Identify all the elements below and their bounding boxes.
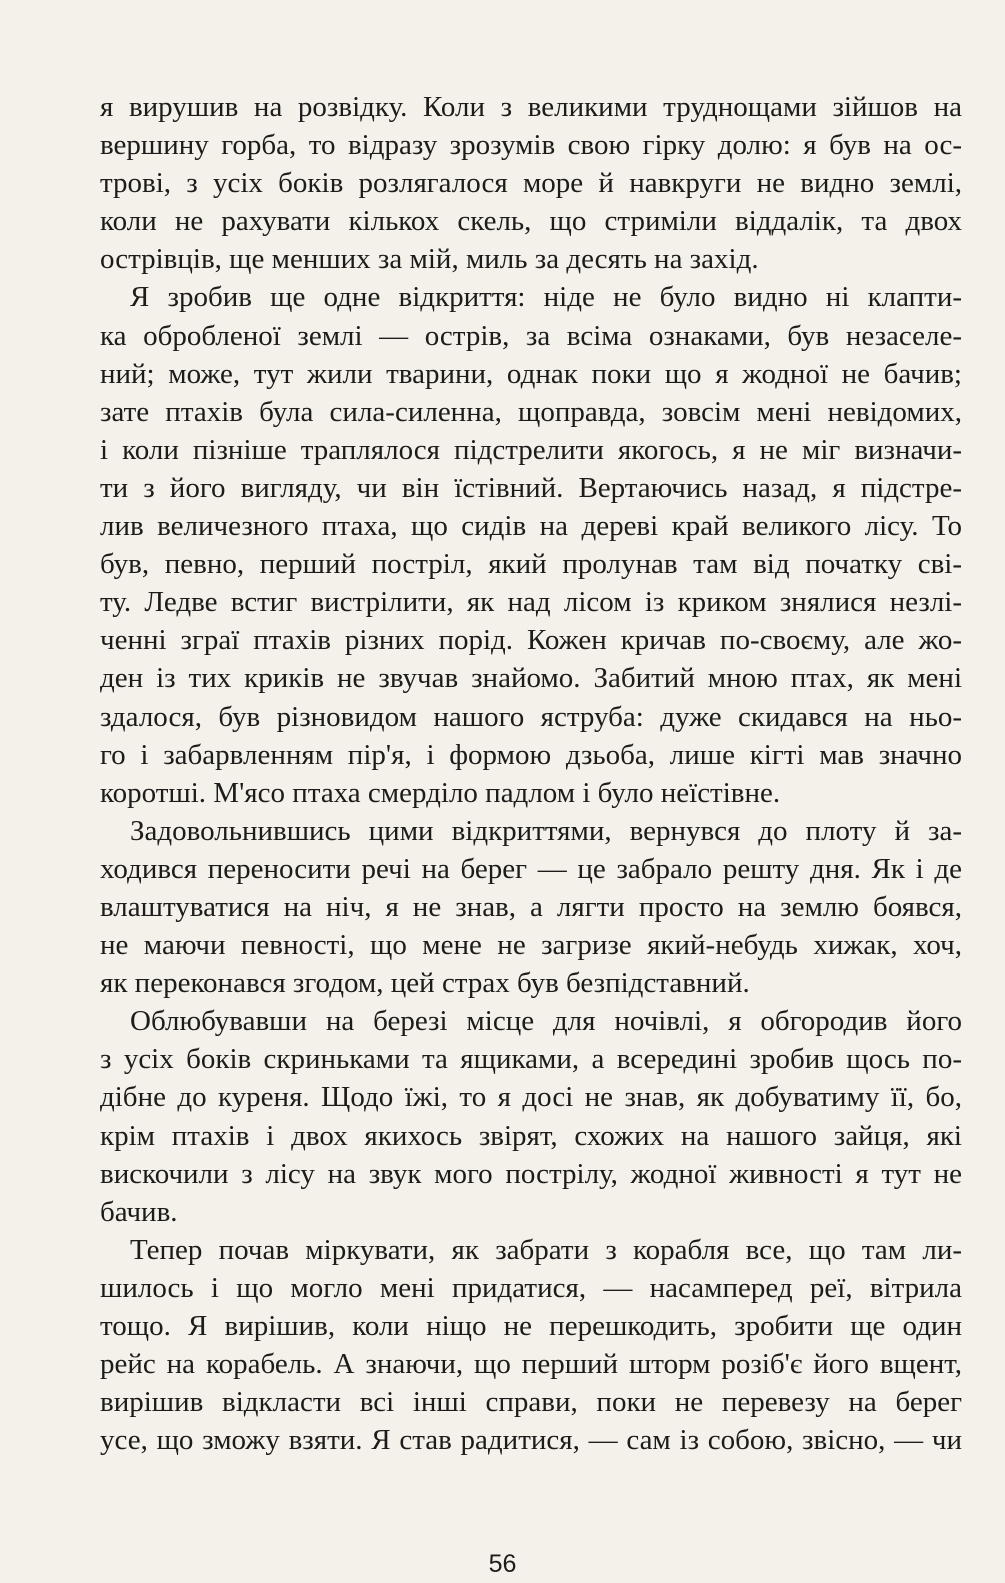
text-line: вискочили з лісу на звук мого пострілу, жодної живності я тут не — [100, 1157, 962, 1190]
text-line: був, певно, перший постріл, який пролунав там від початку сві- — [100, 548, 962, 581]
text-line: ходився переносити речі на берег — це забрало решту дня. Як і де — [100, 852, 962, 885]
text-line: як переконався згодом, цей страх був безпідставний. — [100, 967, 750, 1000]
text-line: ден із тих криків не звучав знайомо. Забитий мною птах, як мені — [100, 662, 962, 695]
text-line: лив величезного птаха, що сидів на дереві край великого лісу. То — [100, 510, 962, 543]
text-line: коротші. М'ясо птаха смерділо падлом і було неїстівне. — [100, 776, 781, 809]
text-line: коли не рахувати кількох скель, що стриміли віддалік, та двох — [100, 205, 962, 238]
text-line: вирішив відкласти всі інші справи, поки не перевезу на берег — [100, 1386, 962, 1419]
text-line: крім птахів і двох якихось звірят, схожих на нашого зайця, які — [100, 1119, 962, 1152]
text-line: ка обробленої землі — острів, за всіма ознаками, був незаселе- — [100, 319, 962, 352]
text-line: го і забарвленням пір'я, і формою дзьоба, лише кігті мав значно — [100, 738, 962, 771]
book-page — [100, 88, 962, 1459]
paragraph-5 — [100, 1231, 962, 1460]
text-line: з усіх боків скриньками та ящиками, а всередині зробив щось по- — [100, 1043, 962, 1076]
text-line: зате птахів була сила-силенна, щоправда, зовсім мені невідомих, — [100, 395, 962, 428]
page-number: 56 — [488, 1550, 517, 1578]
text-line: ти з його вигляду, чи він їстівний. Вертаючись назад, я підстре- — [100, 471, 962, 504]
text-line: влаштуватися на ніч, я не знав, а лягти просто на землю боявся, — [100, 890, 962, 923]
text-line: усе, що зможу взяти. Я став радитися, — сам із собою, звісно, — чи — [100, 1424, 962, 1457]
text-line: шилось і що могло мені придатися, — насамперед реї, вітрила — [100, 1271, 962, 1304]
text-line: вершину горба, то відразу зрозумів свою гірку долю: я був на ос- — [100, 129, 962, 162]
paragraph-2 — [100, 278, 962, 811]
text-line: ту. Ледве встиг вистрілити, як над лісом із криком знялися незлі- — [100, 586, 962, 619]
text-line: і коли пізніше траплялося підстрелити якогось, я не міг визначи- — [100, 433, 962, 466]
text-line: Я зробив ще одне відкриття: ніде не було видно ні клапти- — [130, 281, 962, 314]
text-line: здалося, був різновидом нашого яструба: дуже скидався на ньо- — [100, 700, 962, 733]
text-line: острівців, ще менших за мій, миль за десять на захід. — [100, 243, 759, 276]
text-line: ний; може, тут жили тварини, однак поки що я жодної не бачив; — [100, 357, 962, 390]
paragraph-4 — [100, 1002, 962, 1231]
text-line: трові, з усіх боків розлягалося море й навкруги не видно землі, — [100, 167, 962, 200]
text-line: Облюбувавши на березі місце для ночівлі, я обгородив його — [130, 1005, 962, 1038]
text-line: Тепер почав міркувати, як забрати з корабля все, що там ли- — [130, 1233, 962, 1266]
text-line: не маючи певності, що мене не загризе який-небудь хижак, хоч, — [100, 929, 962, 962]
text-line: дібне до куреня. Щодо їжі, то я досі не знав, як добуватиму її, бо, — [100, 1081, 962, 1114]
text-line: ченні зграї птахів різних порід. Кожен кричав по-своєму, але жо- — [100, 624, 962, 657]
text-line: тощо. Я вирішив, коли ніщо не перешкодить, зробити ще один — [100, 1310, 962, 1342]
text-line: бачив. — [100, 1195, 178, 1228]
text-line: рейс на корабель. А знаючи, що перший шторм розіб'є його вщент, — [100, 1348, 962, 1381]
paragraph-3 — [100, 812, 962, 1002]
text-line: Задовольнившись цими відкриттями, вернувся до плоту й за- — [130, 814, 962, 847]
paragraph-1 — [100, 88, 962, 278]
text-line: я вирушив на розвідку. Коли з великими труднощами зійшов на — [100, 91, 962, 123]
